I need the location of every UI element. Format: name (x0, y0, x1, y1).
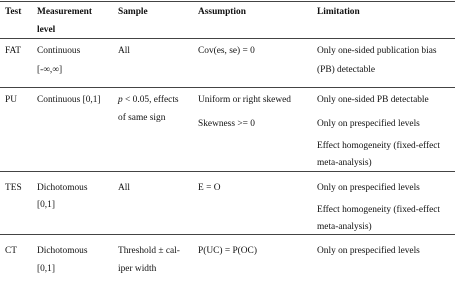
cell-limitation: Only one-sided PB detectable (317, 95, 429, 105)
cell-assumption: Cov(es, se) = 0 (198, 46, 255, 56)
cell-limitation: (PB) detectable (317, 65, 376, 75)
cell-sample: iper width (118, 264, 157, 274)
cell-test: FAT (5, 46, 21, 56)
cell-assumption: E = O (198, 183, 221, 193)
header-measurement-level: level (37, 25, 56, 35)
sample-text: < 0.05, effects (122, 95, 179, 105)
cell-sample (118, 94, 179, 107)
cell-measurement-level: [0,1] (37, 200, 55, 210)
cell-sample: Threshold ± cal- (118, 246, 180, 256)
cell-test: CT (5, 246, 17, 256)
row-divider (0, 234, 455, 235)
cell-measurement-level: Dichotomous (37, 183, 88, 193)
header-measurement-level: Measurement (37, 7, 93, 17)
header-assumption: Assumption (198, 7, 246, 17)
cell-sample: All (118, 46, 130, 56)
cell-sample: All (118, 183, 130, 193)
cell-measurement-level: Dichotomous (37, 246, 88, 256)
header-sample: Sample (118, 7, 148, 17)
cell-measurement-level: Continuous (37, 46, 81, 56)
cell-assumption: Uniform or right skewed (198, 95, 291, 105)
row-divider (0, 171, 455, 172)
header-test: Test (5, 7, 22, 17)
cell-assumption: P(UC) = P(OC) (198, 246, 257, 256)
cell-test: PU (5, 95, 17, 105)
cell-measurement-level: [-∞,∞] (37, 65, 63, 75)
cell-limitation: Effect homogeneity (fixed-effect (317, 141, 441, 151)
cell-limitation: meta-analysis) (317, 158, 372, 168)
row-divider (0, 87, 455, 88)
cell-limitation: meta-analysis) (317, 222, 372, 232)
cell-limitation: Only on prespecified levels (317, 119, 420, 129)
cell-limitation: Only one-sided publication bias (317, 46, 437, 56)
cell-limitation: Effect homogeneity (fixed-effect (317, 205, 441, 215)
table-top-rule (0, 1, 455, 2)
cell-measurement-level: Continuous [0,1] (37, 95, 101, 105)
header-limitation: Limitation (317, 7, 360, 17)
cell-limitation: Only on prespecified levels (317, 246, 420, 256)
cell-limitation: Only on prespecified levels (317, 183, 420, 193)
cell-assumption: Skewness >= 0 (198, 119, 255, 129)
cell-test: TES (5, 183, 22, 193)
cell-measurement-level: [0,1] (37, 264, 55, 274)
p-value-symbol: p (118, 95, 123, 105)
cell-sample: of same sign (118, 113, 166, 123)
header-bottom-rule (0, 38, 455, 39)
